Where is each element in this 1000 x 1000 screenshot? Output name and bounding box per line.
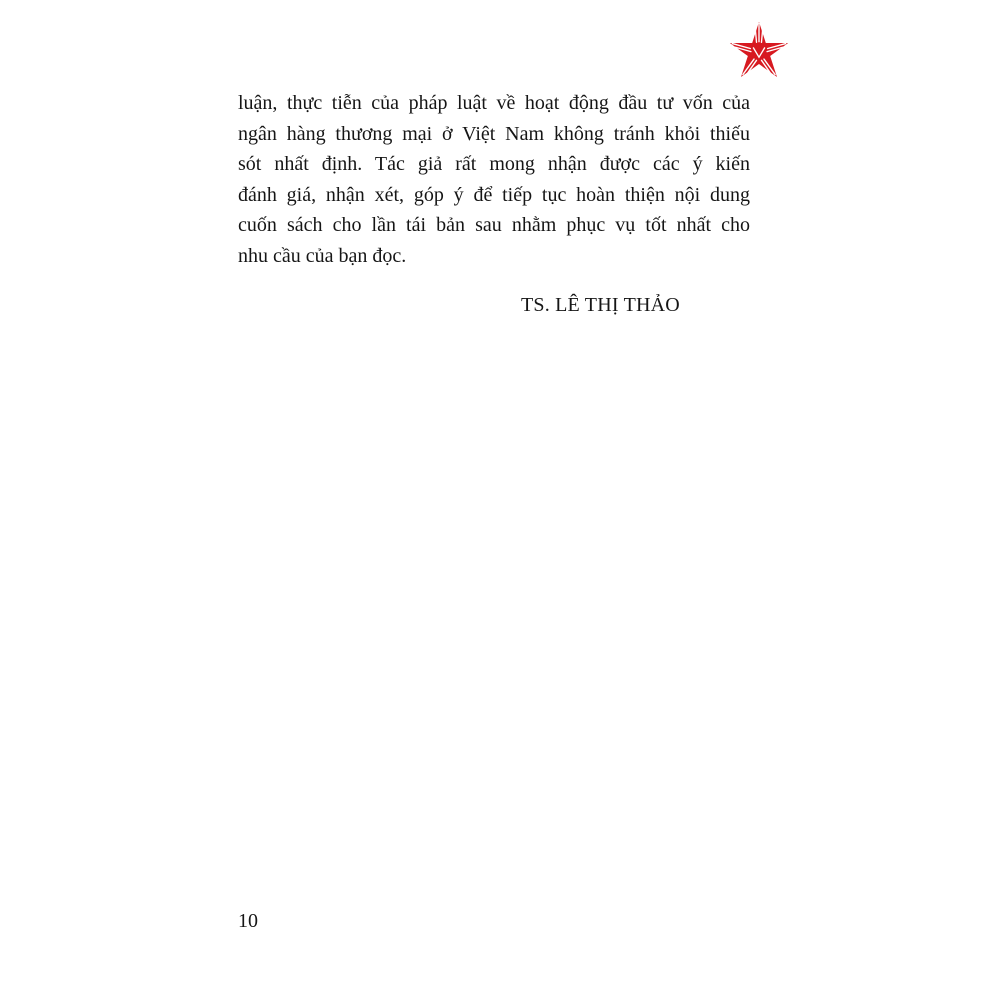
paragraph-line: cuốn sách cho lần tái bản sau nhằm phục vụ tốt nhất cho	[238, 214, 750, 236]
paragraph-line: nhu cầu của bạn đọc.	[238, 244, 407, 267]
author-signature: TS. LÊ THỊ THẢO	[521, 294, 680, 316]
red-star-publisher-icon	[728, 20, 790, 82]
paragraph-line: ngân hàng thương mại ở Việt Nam không tránh khỏi thiếu	[238, 122, 750, 145]
paragraph-line: sót nhất định. Tác giả rất mong nhận được các ý kiến	[238, 153, 750, 175]
paragraph-line: luận, thực tiễn của pháp luật về hoạt động đầu tư vốn của	[238, 92, 750, 114]
page-number: 10	[238, 910, 258, 932]
body-paragraph	[238, 88, 750, 271]
paragraph-line: đánh giá, nhận xét, góp ý để tiếp tục hoàn thiện nội dung	[238, 183, 750, 206]
